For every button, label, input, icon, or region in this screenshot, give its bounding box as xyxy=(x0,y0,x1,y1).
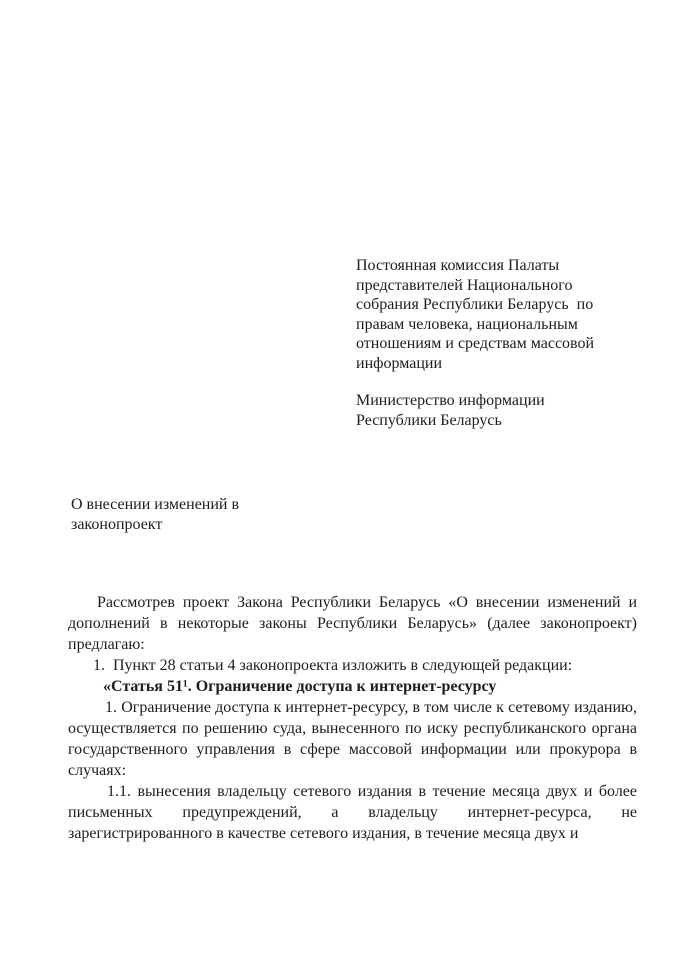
recipient-line: отношениям и средствам массовой xyxy=(356,335,595,352)
recipient-line: правам человека, национальным xyxy=(356,315,578,333)
recipient-line: Министерство информации xyxy=(356,392,545,409)
recipient-line: представителей Национального xyxy=(356,276,573,294)
article-heading: «Статья 51¹. Ограничение доступа к интернет-ресурсу xyxy=(103,678,497,695)
paragraph-intro: Рассмотрев проект Закона Республики Беларусь «О внесении изменений и дополнений в некоторые законы Республики Беларусь» (далее законопроект) предлагаю: xyxy=(68,594,637,653)
recipient-line: Республики Беларусь xyxy=(356,411,502,429)
recipient-line: Постоянная комиссия Палаты xyxy=(356,257,560,274)
recipient-ministry-block xyxy=(356,391,545,430)
subject-block xyxy=(71,495,239,535)
subject-line: О внесении изменений в xyxy=(71,496,240,513)
recipient-commission-block xyxy=(356,256,594,373)
list-item-1: 1. Пункт 28 статьи 4 законопроекта изложить в следующей редакции: xyxy=(93,657,573,674)
subject-line: законопроект xyxy=(71,516,163,533)
paragraph-1-1: 1.1. вынесения владельцу сетевого издания в течение месяца двух и более письменных предупреждений, а владельцу интернет-ресурса, не зарегистрированного в качестве сетевого издания, в течение месяца двух и xyxy=(68,783,637,842)
recipient-line: информации xyxy=(356,354,443,372)
document-body xyxy=(68,592,637,844)
recipient-line: собрания Республики Беларусь по xyxy=(356,296,594,313)
paragraph-1: 1. Ограничение доступа к интернет-ресурсу, в том числе к сетевому изданию, осуществляется по решению суда, вынесенного по иску республиканского органа государственного управления в сфере массовой информации или прокурора в случаях: xyxy=(68,699,637,779)
